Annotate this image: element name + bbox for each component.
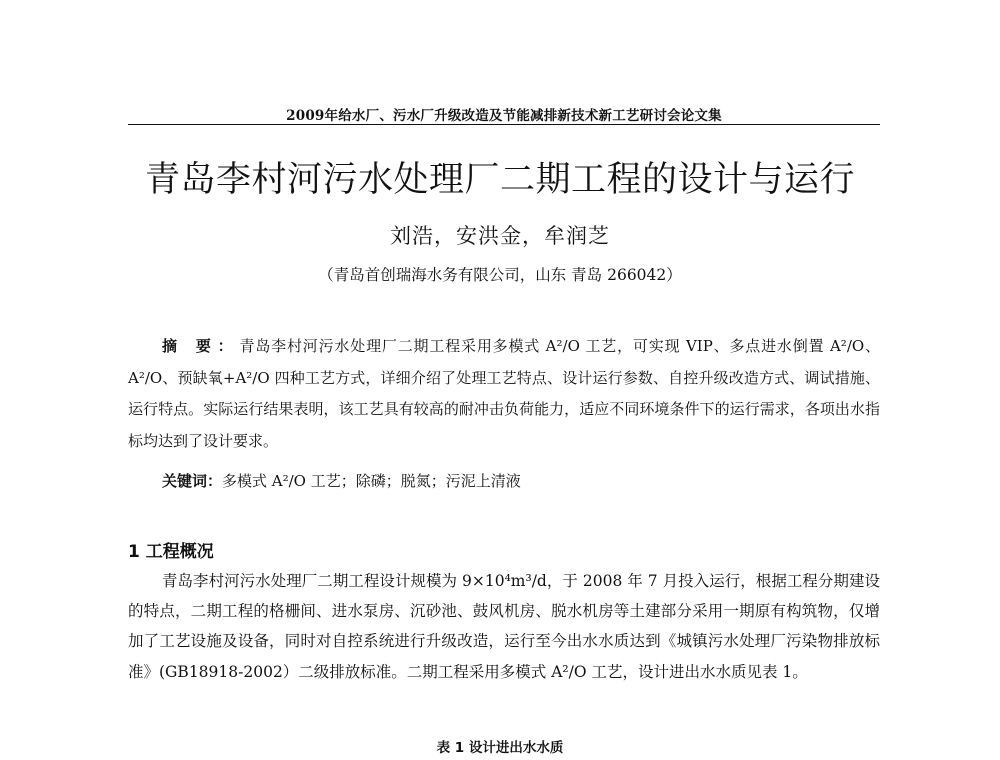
keywords-label: 关键词： [162, 472, 223, 490]
table-caption: 表 1 设计进出水水质 [436, 740, 564, 756]
section-body: 青岛李村河污水处理厂二期工程设计规模为 9×10⁴m³/d，于 2008 年 7 月投入运行，根据工程分期建设的特点，二期工程的格栅间、进水泵房、沉砂池、鼓风机房、脱水机房等土建部分采用一期原有构筑物，仅增加了工艺设施及设备，同时对自控系统进行升级改造，运行至今出水水质达到《城镇污水处理厂污染物排放标准》(GB18918-2002）二级排放标准。二期工程采用多模式 A²/O 工艺，设计进出水水质见表 1。 [128, 572, 880, 681]
affiliation: （青岛首创瑞海水务有限公司，山东 青岛 266042） [318, 266, 682, 284]
keywords [162, 467, 880, 495]
keywords-text: 多模式 A²/O 工艺；除磷；脱氮；污泥上清液 [222, 472, 521, 490]
abstract [128, 331, 880, 457]
authors: 刘浩，安洪金，牟润芝 [390, 224, 610, 248]
abstract-text: 青岛李村河污水处理厂二期工程采用多模式 A²/O 工艺，可实现 VIP、多点进水倒置 A²/O、A²/O、预缺氧+A²/O 四种工艺方式，详细介绍了处理工艺特点、设计运行参数、自控升级改造方式、调试措施、运行特点。实际运行结果表明，该工艺具有较高的耐冲击负荷能力，适应不同环境条件下的运行需求，各项出水指标均达到了设计要求。 [128, 337, 880, 450]
abstract-label: 摘 要： [162, 337, 240, 355]
section-heading: 1 工程概况 [128, 542, 214, 562]
paper-title: 青岛李村河污水处理厂二期工程的设计与运行 [144, 160, 855, 200]
running-header: 2009年给水厂、污水厂升级改造及节能减排新技术新工艺研讨会论文集 [286, 108, 722, 124]
header-rule [128, 124, 880, 125]
